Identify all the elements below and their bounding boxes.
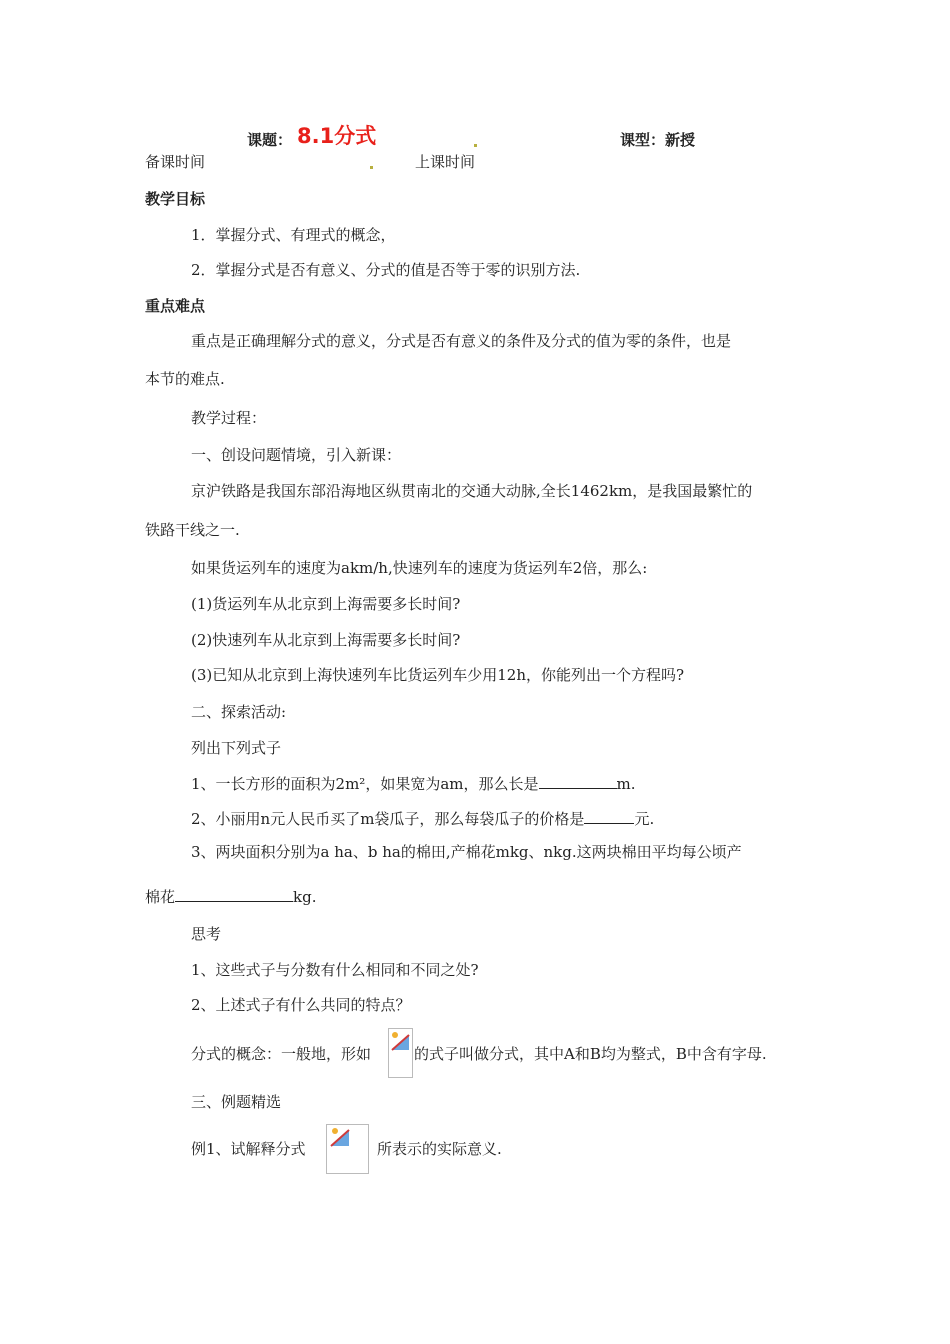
paragraph: 铁路干线之一. <box>145 521 240 539</box>
exercise-item: 3、两块面积分别为a ha、b ha的棉田,产棉花mkg、nkg.这两块棉田平均每公顷产 <box>191 843 742 861</box>
fraction-image-icon <box>388 1028 413 1078</box>
objectives-heading: 教学目标 <box>145 190 206 208</box>
paragraph: 京沪铁路是我国东部沿海地区纵贯南北的交通大动脉,全长1462km，是我国最繁忙的 <box>191 482 753 500</box>
exercise-text: m. <box>616 775 636 793</box>
exercise-item <box>191 809 654 829</box>
think-heading: 思考 <box>191 925 222 943</box>
exercise-text: 1、一长方形的面积为2m²，如果宽为am，那么长是 <box>191 775 539 793</box>
example-text: 例1、试解释分式 <box>191 1140 306 1158</box>
exercise-item <box>145 887 316 907</box>
question: 1、这些式子与分数有什么相同和不同之处? <box>191 961 479 979</box>
example-text: 所表示的实际意义. <box>377 1140 502 1158</box>
paragraph: 列出下列式子 <box>191 739 282 757</box>
objective-item: 2．掌握分式是否有意义、分式的值是否等于零的识别方法. <box>191 261 581 279</box>
concept-text: 分式的概念：一般地，形如 <box>191 1045 372 1063</box>
section-heading: 二、探索活动: <box>191 703 287 721</box>
question: (2)快速列车从北京到上海需要多长时间? <box>191 631 461 649</box>
section-heading: 三、例题精选 <box>191 1093 282 1111</box>
concept-text: 的式子叫做分式，其中A和B均为整式，B中含有字母. <box>414 1045 767 1063</box>
exercise-text: kg. <box>293 888 317 906</box>
exercise-text: 棉花 <box>145 888 176 906</box>
answer-blank <box>539 774 617 789</box>
exercise-text: 元. <box>634 810 655 828</box>
question: 2、上述式子有什么共同的特点？ <box>191 996 411 1014</box>
key-points-heading: 重点难点 <box>145 297 206 315</box>
question: (3)已知从北京到上海快速列车比货运列车少用12h，你能列出一个方程吗? <box>191 666 685 684</box>
scan-dot <box>370 166 373 169</box>
objective-item: 1．掌握分式、有理式的概念， <box>191 226 396 244</box>
process-heading: 教学过程： <box>191 409 267 427</box>
exercise-item <box>191 774 636 794</box>
answer-blank <box>175 887 293 902</box>
exercise-text: 2、小丽用n元人民币买了m袋瓜子，那么每袋瓜子的价格是 <box>191 810 585 828</box>
fraction-image-icon <box>326 1124 369 1174</box>
prep-time-label: 备课时间 <box>145 153 206 171</box>
lesson-type: 课型：新授 <box>620 131 696 149</box>
question: (1)货运列车从北京到上海需要多长时间? <box>191 595 461 613</box>
class-time-label: 上课时间 <box>415 153 476 171</box>
scan-dot <box>474 144 477 147</box>
answer-blank <box>584 809 634 824</box>
section-heading: 一、创设问题情境，引入新课： <box>191 446 402 464</box>
topic-title: 8.1分式 <box>297 124 377 148</box>
key-points-text: 本节的难点. <box>145 370 225 388</box>
key-points-text: 重点是正确理解分式的意义，分式是否有意义的条件及分式的值为零的条件，也是 <box>191 332 732 350</box>
paragraph: 如果货运列车的速度为akm/h,快速列车的速度为货运列车2倍，那么: <box>191 559 648 577</box>
topic-label: 课题： <box>247 131 293 149</box>
